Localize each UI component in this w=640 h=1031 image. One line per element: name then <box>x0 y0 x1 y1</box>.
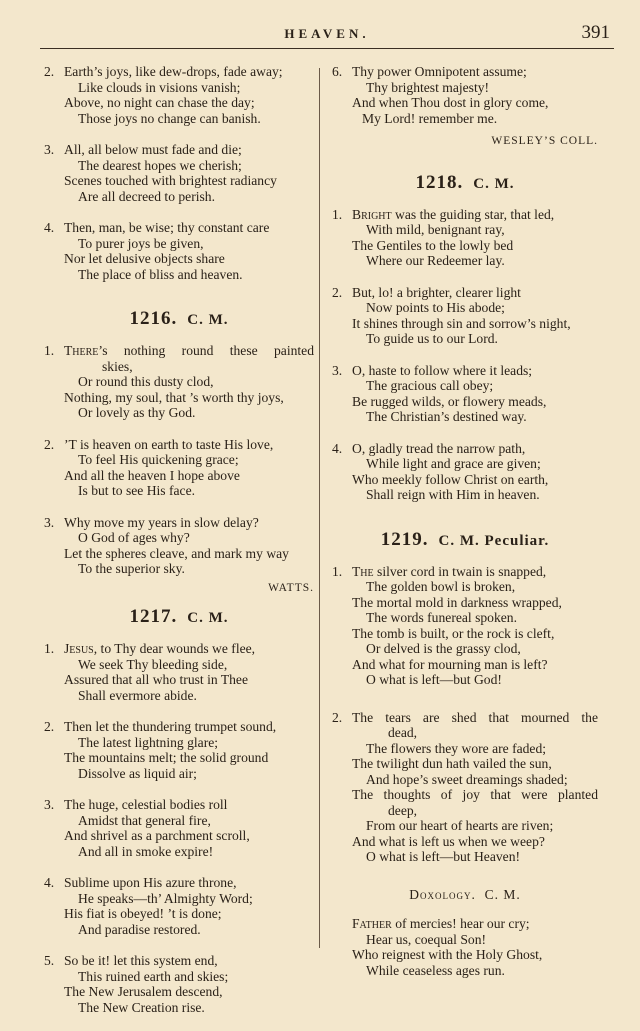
right-column <box>332 64 598 994</box>
verse-line: Are all decreed to perish. <box>78 188 216 204</box>
verse <box>332 363 598 425</box>
verse <box>44 64 314 126</box>
verse-line: O what is left—but God! <box>366 672 502 687</box>
verse-line: The gracious call obey; <box>366 378 494 393</box>
verse-number: 6. <box>332 64 343 79</box>
verse-line: And all in smoke expire! <box>78 843 214 859</box>
verse-line: While ceaseless ages run. <box>366 962 505 978</box>
verse-first-word: Father <box>352 916 392 931</box>
verse-line: Who reignest with the Holy Ghost, <box>352 947 543 962</box>
verse-number: 4. <box>44 220 55 235</box>
verse-line: Then, man, be wise; thy constant care <box>64 220 270 235</box>
verse-line: Above, no night can chase the day; <box>64 95 255 110</box>
verse <box>332 564 598 688</box>
verse-line: Or delved is the grassy clod, <box>366 641 521 656</box>
verse-number: 2. <box>332 284 343 300</box>
verse-first-word: Jesus <box>64 641 94 656</box>
verse-line: And what for mourning man is left? <box>352 656 548 672</box>
verse-number: 1. <box>44 641 55 656</box>
hymn-meter: C. M. <box>473 175 515 192</box>
verse-first-word: There <box>64 343 99 358</box>
verse-first-word: The <box>352 563 374 579</box>
verse-line: Shall evermore abide. <box>78 687 197 703</box>
hymn-author: WESLEY’S COLL. <box>491 135 598 147</box>
verse-first-word: Bright <box>352 206 392 222</box>
verse-line: O, haste to follow where it leads; <box>352 362 533 378</box>
verse <box>44 953 314 1015</box>
verse-line: My Lord! remember me. <box>362 110 498 126</box>
verse-line: From our heart of hearts are riven; <box>366 818 554 833</box>
verse-line: O, gladly tread the narrow path, <box>352 440 526 456</box>
verse-line: Those joys no change can banish. <box>78 110 261 126</box>
verse <box>44 797 314 859</box>
verse-number: 4. <box>44 875 55 890</box>
verse-number: 3. <box>332 362 343 378</box>
verse-line: The dearest hopes we cherish; <box>78 157 242 173</box>
verse-line: skies, <box>102 358 133 374</box>
verse-line: dead, <box>388 725 418 740</box>
verse-number: 2. <box>332 709 343 725</box>
verse-line: To guide us to our Lord. <box>366 331 498 346</box>
verse-line: The Gentiles to the lowly bed <box>352 237 514 253</box>
hymn-number: 1216. <box>129 308 178 329</box>
verse-line: And when Thou dost in glory come, <box>352 95 549 110</box>
verse-line: To feel His quickening grace; <box>78 452 239 467</box>
verse-line: O what is left—but Heaven! <box>366 849 521 864</box>
hymn-heading-1218 <box>332 172 598 195</box>
verse-number: 1. <box>44 343 55 358</box>
verse-line: Assured that all who trust in Thee <box>64 672 248 687</box>
verse <box>44 343 314 421</box>
verse-line: The Christian’s destined way. <box>366 409 527 424</box>
verse <box>332 207 598 269</box>
verse-line: The tears are shed that mourned the <box>352 709 598 725</box>
verse-line: He speaks—th’ Almighty Word; <box>78 890 253 906</box>
verse-line: The New Jerusalem descend, <box>64 984 223 999</box>
verse-line: The New Creation rise. <box>78 999 205 1015</box>
running-title: HEAVEN. <box>284 26 370 41</box>
verse <box>44 641 314 703</box>
verse-number: 1. <box>332 206 343 222</box>
left-column <box>44 64 314 1031</box>
hymn-number: 1219. <box>380 528 429 550</box>
verse-line: Be rugged wilds, or flowery meads, <box>352 393 547 409</box>
verse-line: All, all below must fade and die; <box>64 142 242 157</box>
verse-line: deep, <box>388 802 418 818</box>
verse-line: , to Thy dear wounds we flee, <box>93 641 256 656</box>
hymn-author: WATTS. <box>268 581 314 594</box>
doxology-verse <box>332 916 598 978</box>
verse-line: silver cord in twain is snapped, <box>373 563 547 579</box>
hymn-number: 1217. <box>129 606 178 627</box>
verse-line: And paradise restored. <box>78 921 201 937</box>
verse <box>332 64 598 126</box>
verse-line: The mortal mold in darkness wrapped, <box>352 594 562 610</box>
verse-line: His fiat is obeyed! ’t is done; <box>64 906 222 921</box>
hymn-heading-1219 <box>332 529 598 552</box>
hymn-number: 1218. <box>415 171 464 193</box>
verse-line: While light and grace are given; <box>366 456 541 471</box>
verse-line: But, lo! a brighter, clearer light <box>352 284 521 300</box>
verse-line: Amidst that general fire, <box>78 812 211 828</box>
verse-line: The latest lightning glare; <box>78 734 219 750</box>
verse-line: It shines through sin and sorrow’s night, <box>352 315 571 331</box>
verse-line: With mild, benignant ray, <box>366 222 505 237</box>
verse-line: Nor let delusive objects share <box>64 251 225 266</box>
hymn-heading-1217 <box>44 606 314 629</box>
verse-line: And what is left us when we weep? <box>352 833 545 849</box>
verse-number: 3. <box>44 514 55 530</box>
verse-line: And all the heaven I hope above <box>64 467 240 483</box>
verse <box>44 220 314 282</box>
verse-line: O God of ages why? <box>78 530 190 545</box>
verse-line: The huge, celestial bodies roll <box>64 797 228 812</box>
hymn-meter: C. M. Peculiar. <box>438 532 550 549</box>
verse-line: The tomb is built, or the rock is cleft, <box>352 625 555 641</box>
verse-line: So be it! let this system end, <box>64 953 218 968</box>
verse <box>44 142 314 204</box>
verse-line: The place of bliss and heaven. <box>78 266 243 282</box>
verse-line: The mountains melt; the solid ground <box>64 750 269 765</box>
verse-number: 5. <box>44 953 55 968</box>
verse-line: Why move my years in slow delay? <box>64 514 259 530</box>
verse <box>44 875 314 937</box>
verse-line: Shall reign with Him in heaven. <box>366 487 540 502</box>
verse-number: 2. <box>44 436 55 452</box>
verse <box>44 719 314 781</box>
verse-line: Who meekly follow Christ on earth, <box>352 471 549 487</box>
verse <box>44 515 314 577</box>
verse-line: The flowers they wore are faded; <box>366 740 547 756</box>
page-number: 391 <box>581 22 610 43</box>
verse-line: Thy power Omnipotent assume; <box>352 64 527 79</box>
verse-line: Earth’s joys, like dew-drops, fade away; <box>64 64 283 79</box>
verse-line: Hear us, coequal Son! <box>366 931 487 947</box>
verse-line: was the guiding star, that led, <box>391 206 555 222</box>
verse <box>332 710 598 865</box>
column-rule <box>319 68 320 948</box>
verse-number: 2. <box>44 719 55 734</box>
verse-line: We seek Thy bleeding side, <box>78 656 228 672</box>
verse-number: 1. <box>332 563 343 579</box>
verse-number: 2. <box>44 64 55 79</box>
verse-line: Thy brightest majesty! <box>366 79 490 95</box>
verse-line: Is but to see His face. <box>78 483 196 498</box>
verse-line: Then let the thundering trumpet sound, <box>64 719 277 734</box>
hymn-meter: C. M. <box>187 610 229 626</box>
verse-line: This ruined earth and skies; <box>78 968 229 984</box>
verse-line: Let the spheres cleave, and mark my way <box>64 545 289 561</box>
verse-line: Where our Redeemer lay. <box>366 253 505 268</box>
verse-line: Or lovely as thy God. <box>78 405 196 420</box>
verse-line: And hope’s sweet dreamings shaded; <box>366 771 568 787</box>
verse-line: of mercies! hear our cry; <box>391 916 530 931</box>
hymn-meter: C. M. <box>187 312 229 328</box>
verse-line: Like clouds in visions vanish; <box>78 79 241 95</box>
verse <box>332 285 598 347</box>
verse-number: 3. <box>44 142 55 157</box>
doxology-title <box>332 887 598 903</box>
verse-line: ’s nothing round these painted <box>98 343 314 358</box>
verse-number: 4. <box>332 440 343 456</box>
verse-line: To purer joys be given, <box>78 235 204 251</box>
verse-line: The thoughts of joy that were planted <box>352 787 598 802</box>
hymn-heading-1216 <box>44 308 314 331</box>
verse <box>44 437 314 499</box>
verse-line: The words funereal spoken. <box>366 610 517 625</box>
verse-line: Or round this dusty clod, <box>78 374 214 389</box>
verse-line: Nothing, my soul, that ’s worth thy joys, <box>64 389 284 405</box>
verse-line: Now points to His abode; <box>366 300 505 315</box>
verse-line: The golden bowl is broken, <box>366 579 516 594</box>
doxology-meter: C. M. <box>484 886 521 902</box>
header-rule <box>40 48 614 49</box>
verse-line: To the superior sky. <box>78 561 185 576</box>
verse-line: The twilight dun hath vailed the sun, <box>352 756 552 771</box>
page-header <box>40 22 614 46</box>
verse-line: ’T is heaven on earth to taste His love, <box>64 436 274 452</box>
verse-line: Dissolve as liquid air; <box>78 765 197 781</box>
verse <box>332 441 598 503</box>
verse-line: Sublime upon His azure throne, <box>64 875 237 890</box>
doxology-label: Doxology. <box>409 886 476 902</box>
verse-line: And shrivel as a parchment scroll, <box>64 828 250 843</box>
verse-number: 3. <box>44 797 55 812</box>
verse-line: Scenes touched with brightest radiancy <box>64 173 277 188</box>
